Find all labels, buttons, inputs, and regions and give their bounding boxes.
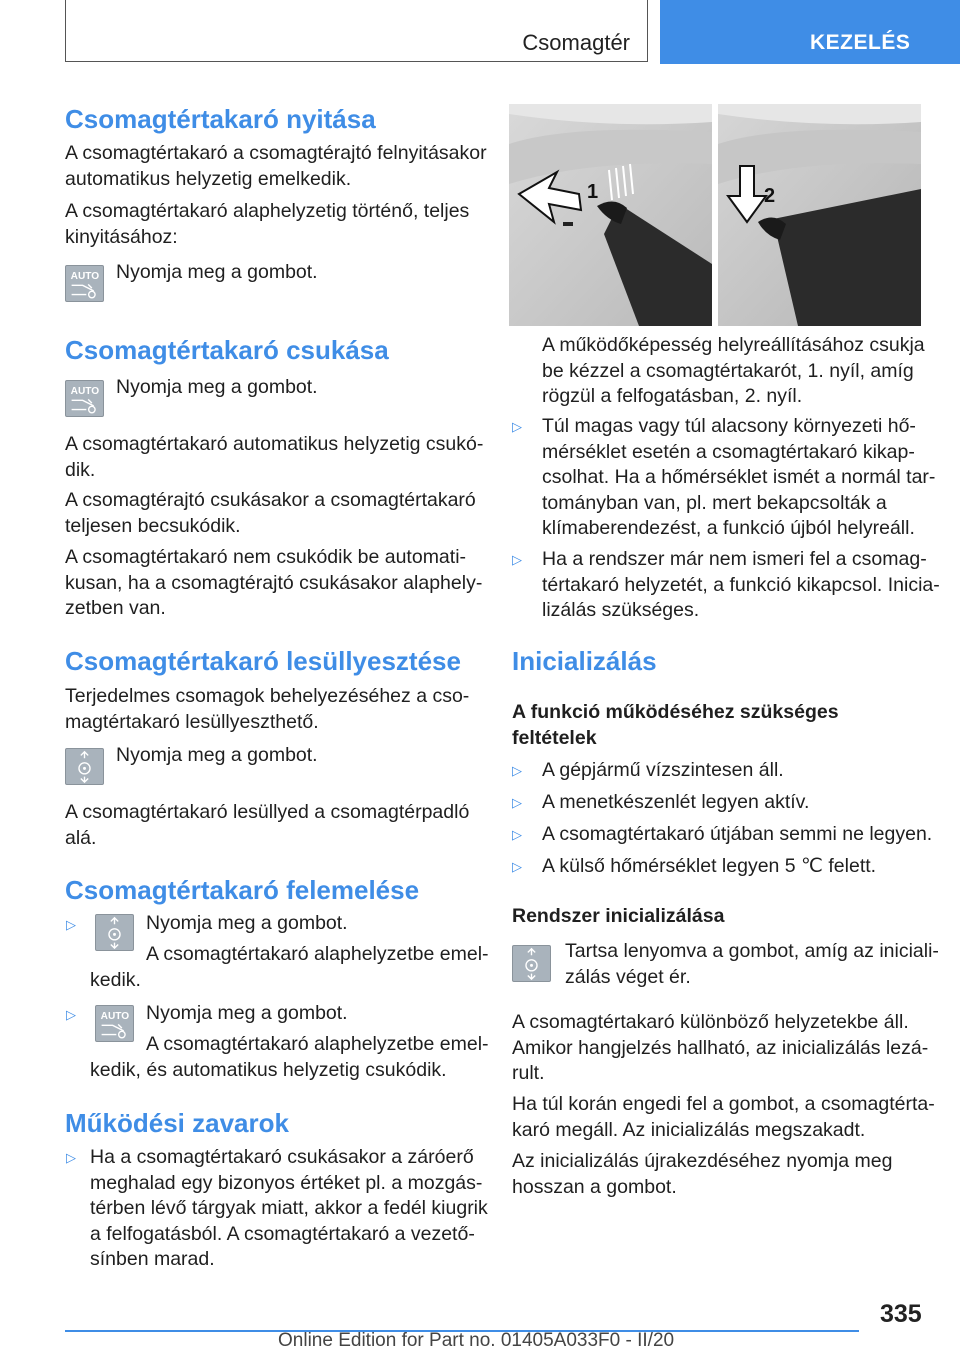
press-button-text: Nyomja meg a gombot. bbox=[116, 261, 318, 283]
raise-item-2-line-1: A csomagtértakaró alaphelyzetbe emel- bbox=[146, 1033, 489, 1055]
section-title: Csomagtér bbox=[522, 30, 630, 55]
bullet-triangle-icon: ▷ bbox=[512, 763, 522, 778]
heading-raise: Csomagtértakaró felemelése bbox=[65, 875, 420, 905]
lower-paragraph-2: A csomagtértakaró lesüllyed a csomagtérpadló alá. bbox=[65, 801, 470, 849]
close-paragraph-2: A csomagtérajtó csukásakor a csomagtértakaró teljesen becsukódik. bbox=[65, 489, 476, 537]
arrow-label-2: 2 bbox=[764, 185, 776, 207]
press-button-text: Nyomja meg a gombot. bbox=[116, 744, 318, 766]
bullet-triangle-icon: ▷ bbox=[512, 859, 522, 874]
bullet-triangle-icon: ▷ bbox=[512, 795, 522, 810]
requirement-item: A gépjármű vízszintesen áll. bbox=[542, 759, 784, 781]
chapter-tab: KEZELÉS bbox=[660, 0, 960, 64]
press-button-text: Nyomja meg a gombot. bbox=[146, 1002, 348, 1024]
cover-lower-icon bbox=[95, 914, 134, 951]
init-paragraph-1: A csomagtértakaró különböző helyzetekbe áll. Amikor hangjelzés hallható, az inicializálás lezá- rult. bbox=[512, 1011, 929, 1084]
press-button-text: Nyomja meg a gombot. bbox=[116, 376, 318, 398]
raise-item-1-line-1: A csomagtértakaró alaphelyzetbe emel- bbox=[146, 943, 489, 965]
raise-item-2-line-2: kedik, és automatikus helyzetig csukódik. bbox=[90, 1059, 447, 1081]
init-paragraph-2: Ha túl korán engedi fel a gombot, a csomagtérta- karó megáll. Az inicializálás megszakadt. bbox=[512, 1093, 935, 1141]
open-paragraph-1: A csomagtértakaró a csomagtérajtó felnyitásakor automatikus helyzetig emelkedik. bbox=[65, 142, 487, 190]
requirement-item: A menetkészenlét legyen aktív. bbox=[542, 791, 810, 813]
bullet-triangle-icon: ▷ bbox=[512, 552, 522, 567]
bullet-triangle-icon: ▷ bbox=[512, 827, 522, 842]
close-paragraph-3: A csomagtértakaró nem csukódik be automati- kusan, ha a csomagtérajtó csukásakor alaphely- zetben van. bbox=[65, 546, 483, 619]
hold-button-text: Tartsa lenyomva a gombot, amíg az iniciali- zálás véget ér. bbox=[565, 940, 939, 988]
auto-cover-icon bbox=[95, 1005, 134, 1042]
fault-item: Ha a csomagtértakaró csukásakor a záróerő meghalad egy bizonyos értéket pl. a mozgás- térben lévő tárgyak miatt, akkor a fedél kiugrik a felfogatásból. A csomagtértakaró a vezető- sínben marad. bbox=[90, 1146, 488, 1270]
photo-cover-arrow-1 bbox=[509, 104, 712, 326]
photo-cover-arrow-2 bbox=[718, 104, 921, 326]
heading-fault: Működési zavarok bbox=[65, 1108, 289, 1138]
raise-item-1-line-2: kedik. bbox=[90, 969, 141, 991]
footer-edition: Online Edition for Part no. 01405A033F0 - II/20 bbox=[278, 1330, 675, 1351]
auto-cover-icon bbox=[65, 265, 104, 302]
auto-cover-icon bbox=[65, 380, 104, 417]
cover-lower-icon bbox=[512, 945, 551, 982]
bullet-triangle-icon: ▷ bbox=[66, 1007, 76, 1022]
lower-paragraph-1: Terjedelmes csomagok behelyezéséhez a cso- magtértakaró lesüllyeszthető. bbox=[65, 685, 470, 733]
requirement-item: A külső hőmérséklet legyen 5 ℃ felett. bbox=[542, 855, 877, 877]
heading-open: Csomagtértakaró nyitása bbox=[65, 104, 376, 134]
requirement-item: A csomagtértakaró útjában semmi ne legyen. bbox=[542, 823, 933, 845]
cover-lower-icon bbox=[65, 748, 104, 785]
arrow-label-1: 1 bbox=[587, 181, 599, 203]
position-bullet: Ha a rendszer már nem ismeri fel a csomag- tértakaró helyzetét, a funkció kikapcsol. Inicia- lizálás szükséges. bbox=[542, 548, 940, 621]
heading-close: Csomagtértakaró csukása bbox=[65, 335, 389, 365]
restore-paragraph: A működőképesség helyreállításához csukja be kézzel a csomagtértakarót, 1. nyíl, amíg rögzül a felfogatásban, 2. nyíl. bbox=[542, 334, 925, 407]
system-init-heading: Rendszer inicializálása bbox=[512, 905, 725, 927]
page-number: 335 bbox=[880, 1300, 922, 1328]
temperature-bullet: Túl magas vagy túl alacsony környezeti hő- mérséklet esetén a csomagtértakaró kikap- csolhat. Ha a hőmérséklet ismét a normál tar- tományban van, pl. mert bekapcsolták a klímaberendezést, a funkció újból helyreáll. bbox=[542, 415, 936, 539]
heading-init: Inicializálás bbox=[512, 646, 657, 676]
init-paragraph-3: Az inicializálás újrakezdéséhez nyomja meg hosszan a gombot. bbox=[512, 1150, 893, 1198]
requirements-heading: A funkció működéséhez szükséges feltételek bbox=[512, 701, 839, 749]
bullet-triangle-icon: ▷ bbox=[512, 419, 522, 434]
press-button-text: Nyomja meg a gombot. bbox=[146, 912, 348, 934]
bullet-triangle-icon: ▷ bbox=[66, 1150, 76, 1165]
heading-lower: Csomagtértakaró lesüllyesztése bbox=[65, 646, 461, 676]
open-paragraph-2: A csomagtértakaró alaphelyzetig történő, teljes kinyitásához: bbox=[65, 200, 470, 248]
close-paragraph-1: A csomagtértakaró automatikus helyzetig csukó- dik. bbox=[65, 433, 484, 481]
bullet-triangle-icon: ▷ bbox=[66, 917, 76, 932]
